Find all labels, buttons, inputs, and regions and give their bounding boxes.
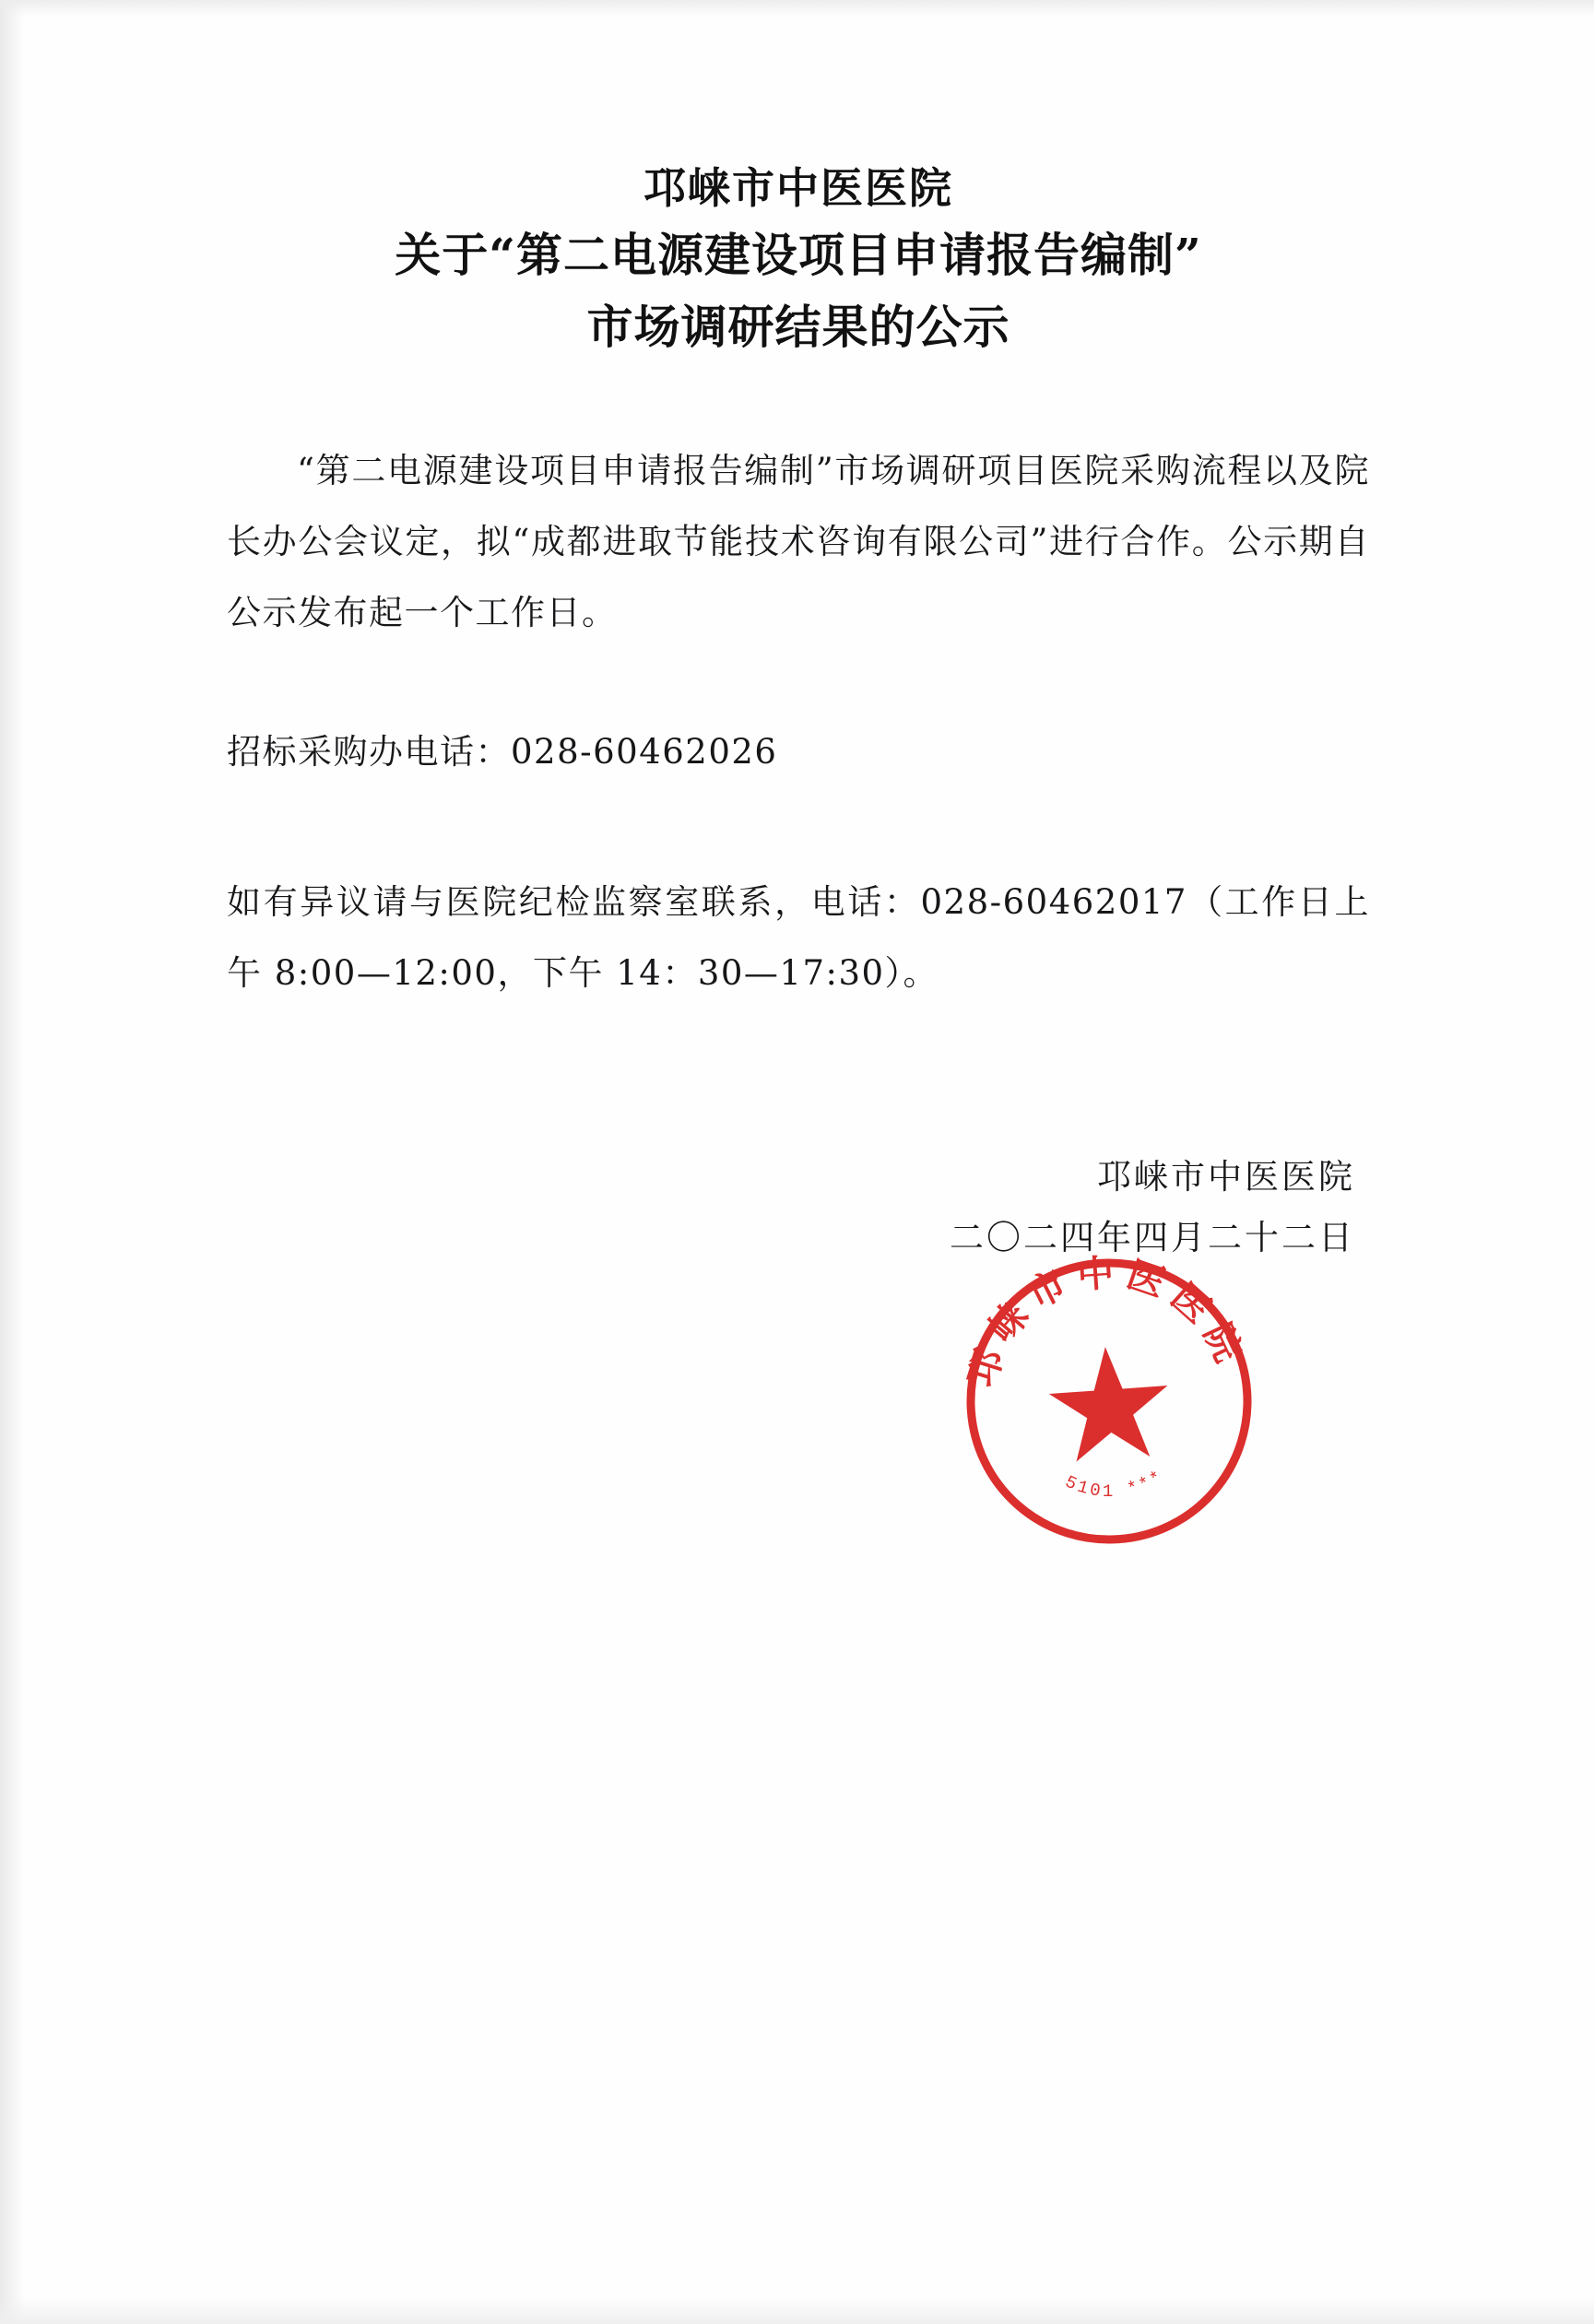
spacer-1 (227, 648, 1370, 716)
official-seal-icon (947, 1239, 1271, 1563)
signature-block (227, 1147, 1370, 1268)
document-title (227, 157, 1370, 363)
title-line-2: 关于“第二电源建设项目申请报告编制” (395, 228, 1202, 282)
signature-date: 二〇二四年四月二十二日 (950, 1218, 1355, 1257)
document-body (227, 435, 1370, 1009)
spacer-2 (227, 787, 1370, 867)
title-line-3: 市场调研结果的公示 (586, 300, 1010, 354)
svg-text:邛崃市中医医院: 邛崃市中医医院 (959, 1250, 1255, 1392)
paragraph-objection-contact: 如有异议请与医院纪检监察室联系，电话：028-60462017（工作日上午 8:00—12:00，下午 14：30—17:30）。 (227, 882, 1370, 993)
document-content (227, 157, 1370, 1268)
paragraph-announcement: “第二电源建设项目申请报告编制”市场调研项目医院采购流程以及院长办公会议定，拟“成都进取节能技术咨询有限公司”进行合作。公示期自公示发布起一个工作日。 (227, 451, 1370, 632)
svg-text:5101 ***: 5101 *** (1061, 1465, 1168, 1503)
paragraph-procurement-phone: 招标采购办电话：028-60462026 (227, 732, 778, 772)
signature-organization: 邛崃市中医医院 (1097, 1157, 1355, 1197)
title-line-1: 邛崃市中医医院 (644, 163, 953, 213)
scan-edge-left (0, 0, 24, 2324)
scan-edge-top (0, 0, 1594, 17)
scan-edge-bottom (0, 2296, 1594, 2324)
